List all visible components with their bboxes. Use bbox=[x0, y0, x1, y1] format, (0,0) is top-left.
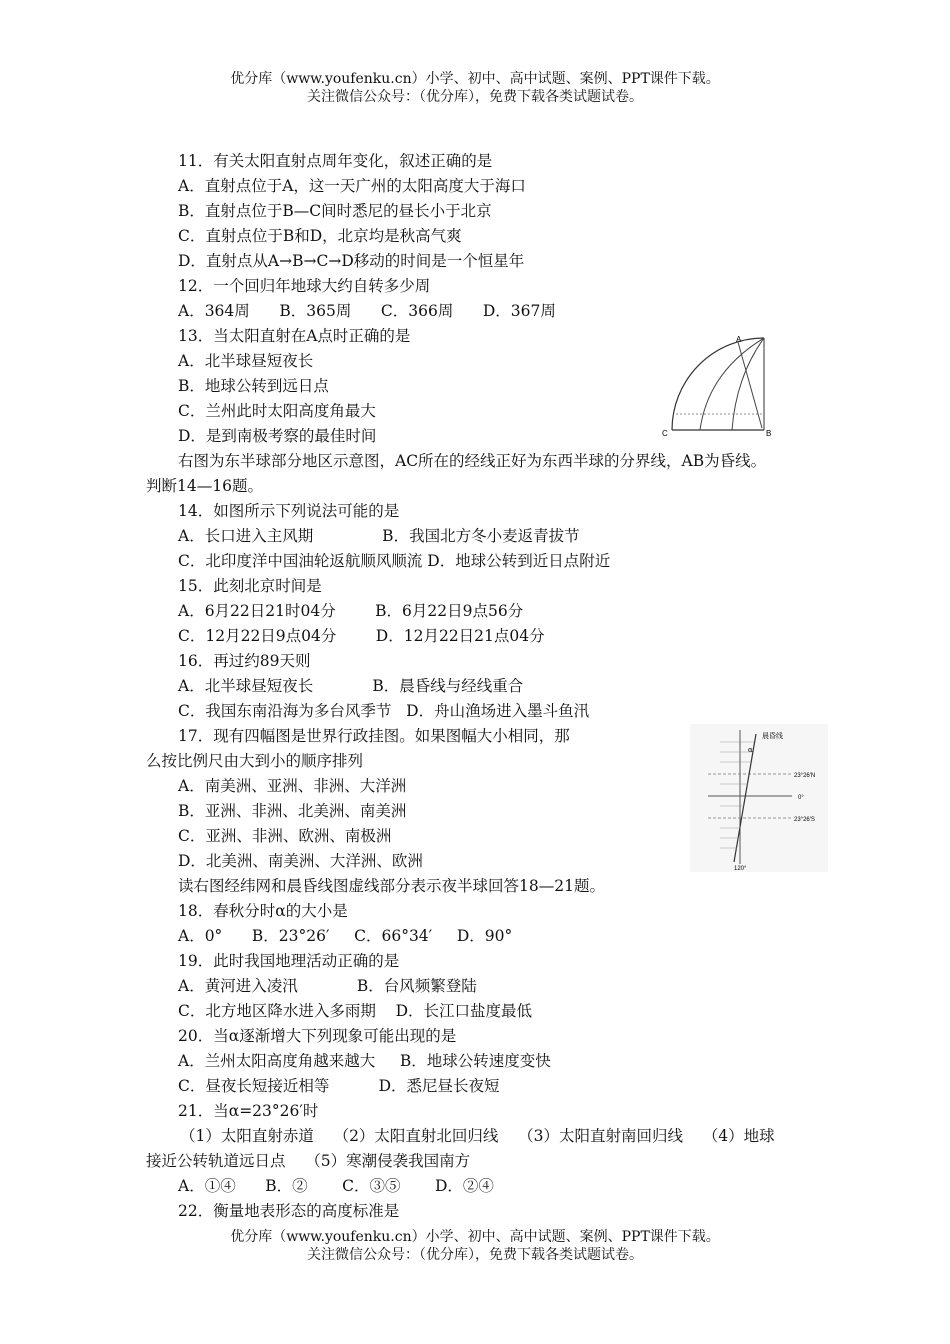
q17-option-b: B．亚洲、非洲、北美洲、南美洲 bbox=[178, 802, 407, 820]
q21-options: A．①④ B．② C．③⑤ D．②④ bbox=[178, 1177, 494, 1195]
footer-line-1: 优分库（www.youfenku.cn）小学、初中、高中试题、案例、PPT课件下载。 bbox=[230, 1229, 720, 1245]
q14-options-cd: C．北印度洋中国油轮返航顺风顺流 D．地球公转到近日点附近 bbox=[178, 552, 611, 570]
q17-option-c: C．亚洲、非洲、欧洲、南极洲 bbox=[178, 827, 392, 845]
q11-option-d: D．直射点从A→B→C→D移动的时间是一个恒星年 bbox=[178, 252, 525, 270]
q21-statements-cont: 接近公转轨道远日点 （5）寒潮侵袭我国南方 bbox=[146, 1152, 471, 1170]
q20-stem: 20．当α逐渐增大下列现象可能出现的是 bbox=[178, 1027, 457, 1045]
q12-stem: 12．一个回归年地球大约自转多少周 bbox=[178, 277, 431, 295]
q21-statements: （1）太阳直射赤道 （2）太阳直射北回归线 （3）太阳直射南回归线 （4）地球 bbox=[180, 1127, 775, 1145]
figure-hemisphere-diagram bbox=[658, 332, 778, 438]
q16-options-ab: A．北半球昼短夜长 B．晨昏线与经线重合 bbox=[178, 677, 524, 695]
q17-stem: 17．现有四幅图是世界行政挂图。如果图幅大小相同，那 bbox=[178, 727, 570, 745]
label-b: B bbox=[766, 429, 772, 438]
q11-stem: 11．有关太阳直射点周年变化，叙述正确的是 bbox=[178, 152, 493, 170]
label-terminator: 晨昏线 bbox=[762, 732, 783, 740]
q19-options-ab: A．黄河进入凌汛 B．台风频繁登陆 bbox=[178, 977, 477, 995]
q11-option-b: B．直射点位于B—C间时悉尼的昼长小于北京 bbox=[178, 202, 492, 220]
q19-stem: 19．此时我国地理活动正确的是 bbox=[178, 952, 400, 970]
q14-options-ab: A．长口进入主风期 B．我国北方冬小麦返青拔节 bbox=[178, 527, 580, 545]
q12-options: A．364周 B．365周 C．366周 D．367周 bbox=[178, 302, 556, 320]
q14-stem: 14．如图所示下列说法可能的是 bbox=[178, 502, 400, 520]
q16-stem: 16．再过约89天则 bbox=[178, 652, 311, 670]
q11-option-a: A．直射点位于A，这一天广州的太阳高度大于海口 bbox=[178, 177, 526, 195]
q13-option-c: C．兰州此时太阳高度角最大 bbox=[178, 402, 376, 420]
q21-stem: 21．当α=23°26′时 bbox=[178, 1102, 319, 1120]
q22-stem: 22．衡量地表形态的高度标准是 bbox=[178, 1202, 400, 1220]
label-equator: 0° bbox=[798, 795, 804, 801]
q20-options-ab: A．兰州太阳高度角越来越大 B．地球公转速度变快 bbox=[178, 1052, 551, 1070]
figure-background bbox=[690, 724, 828, 872]
q20-options-cd: C．昼夜长短接近相等 D．悉尼昼长夜短 bbox=[178, 1077, 500, 1095]
meridian-arc-1 bbox=[700, 338, 764, 430]
label-120: 120° bbox=[734, 866, 747, 872]
label-alpha: α bbox=[748, 746, 753, 754]
intro-14-16-cont: 判断14—16题。 bbox=[146, 477, 263, 495]
q17-option-a: A．南美洲、亚洲、非洲、大洋洲 bbox=[178, 777, 407, 795]
figure-graticule-terminator bbox=[690, 724, 828, 872]
q19-options-cd: C．北方地区降水进入多雨期 D．长江口盐度最低 bbox=[178, 1002, 532, 1020]
q17-option-d: D．北美洲、南美洲、大洋洲、欧洲 bbox=[178, 852, 423, 870]
q13-option-d: D．是到南极考察的最佳时间 bbox=[178, 427, 377, 445]
label-c: C bbox=[662, 429, 668, 438]
q15-stem: 15．此刻北京时间是 bbox=[178, 577, 322, 595]
header-line-1: 优分库（www.youfenku.cn）小学、初中、高中试题、案例、PPT课件下载。 bbox=[230, 71, 720, 87]
footer-line-2: 关注微信公众号：（优分库），免费下载各类试题试卷。 bbox=[307, 1247, 643, 1263]
label-23n: 23°26′N bbox=[794, 773, 816, 779]
terminator-line bbox=[738, 342, 762, 428]
q18-options: A．0° B．23°26′ C．66°34′ D．90° bbox=[178, 927, 513, 945]
intro-14-16: 右图为东半球部分地区示意图，AC所在的经线正好为东西半球的分界线，AB为昏线。 bbox=[178, 452, 767, 470]
q15-options-ab: A．6月22日21时04分 B．6月22日9点56分 bbox=[178, 602, 524, 620]
q13-stem: 13．当太阳直射在A点时正确的是 bbox=[178, 327, 411, 345]
q11-option-c: C．直射点位于B和D，北京均是秋高气爽 bbox=[178, 227, 462, 245]
q13-option-a: A．北半球昼短夜长 bbox=[178, 352, 314, 370]
label-23s: 23°26′S bbox=[794, 817, 815, 823]
header-line-2: 关注微信公众号：（优分库），免费下载各类试题试卷。 bbox=[307, 89, 643, 105]
q16-options-cd: C．我国东南沿海为多台风季节 D．舟山渔场进入墨斗鱼汛 bbox=[178, 702, 590, 720]
q17-stem-cont: 么按比例尺由大到小的顺序排列 bbox=[146, 752, 364, 770]
label-a: A bbox=[736, 335, 742, 344]
q13-option-b: B．地球公转到远日点 bbox=[178, 377, 329, 395]
intro-18-21: 读右图经纬网和晨昏线图虚线部分表示夜半球回答18—21题。 bbox=[178, 877, 605, 895]
q15-options-cd: C．12月22日9点04分 D．12月22日21点04分 bbox=[178, 627, 545, 645]
q18-stem: 18．春秋分时α的大小是 bbox=[178, 902, 348, 920]
